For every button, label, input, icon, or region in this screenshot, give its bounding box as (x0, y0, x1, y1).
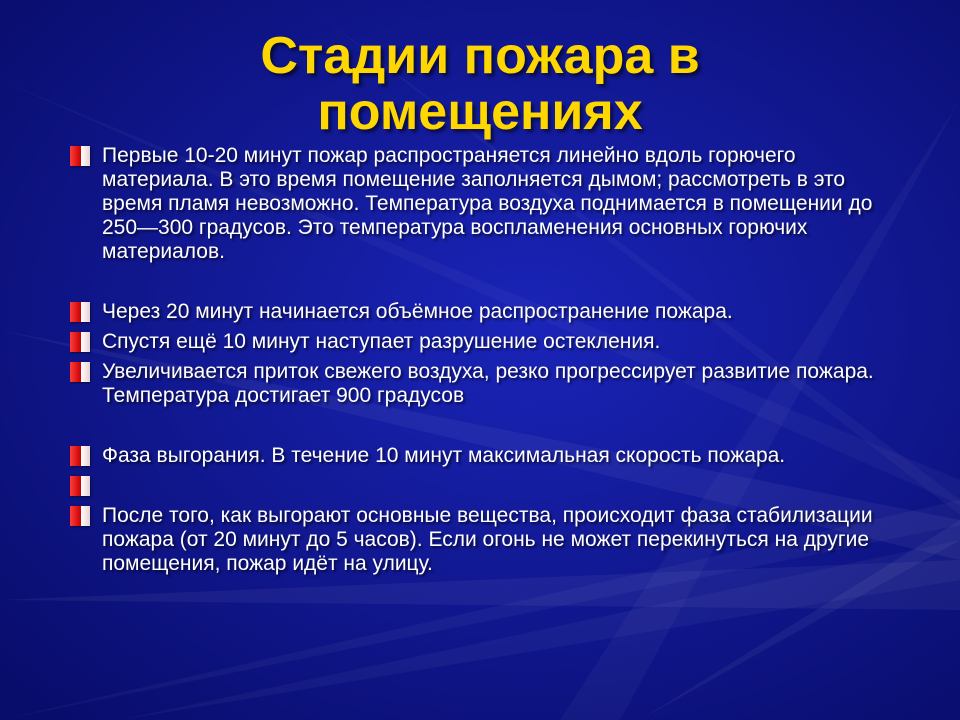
bullet-item (70, 330, 910, 354)
bullet-text: Через 20 минут начинается объёмное распространение пожара. (102, 300, 733, 323)
slide-title: Стадии пожара в помещениях (260, 27, 700, 141)
square-bullet-icon (70, 476, 90, 496)
square-bullet-icon (70, 506, 90, 526)
bullet-item (70, 144, 910, 264)
square-bullet-icon (70, 332, 90, 352)
bullet-text: Первые 10-20 минут пожар распространяется линейно вдоль горючего материала. В это время помещение заполняется дымом; рассмотреть в это время пламя невозможно. Температура воздуха поднимается в помещении до 250—300 градусов. Это температура воспламенения основных горючих материалов. (102, 144, 873, 263)
square-bullet-icon (70, 362, 90, 382)
bullet-list (70, 144, 910, 576)
bullet-text: Фаза выгорания. В течение 10 минут максимальная скорость пожара. (102, 444, 786, 467)
bullet-text: Увеличивается приток свежего воздуха, резко прогрессирует развитие пожара. Температура достигает 900 градусов (102, 360, 874, 407)
bullet-item (70, 504, 910, 576)
bullet-text: Спустя ещё 10 минут наступает разрушение остекления. (102, 330, 661, 353)
bullet-item (70, 300, 910, 324)
square-bullet-icon (70, 302, 90, 322)
bullet-item (70, 360, 910, 408)
square-bullet-icon (70, 446, 90, 466)
bullet-item (70, 444, 910, 468)
square-bullet-icon (70, 146, 90, 166)
bullet-text: После того, как выгорают основные вещества, происходит фаза стабилизации пожара (от 20 минут до 5 часов). Если огонь не может перекинуться на другие помещения, пожар идёт на улицу. (102, 504, 873, 575)
bullet-item-empty (70, 474, 910, 498)
